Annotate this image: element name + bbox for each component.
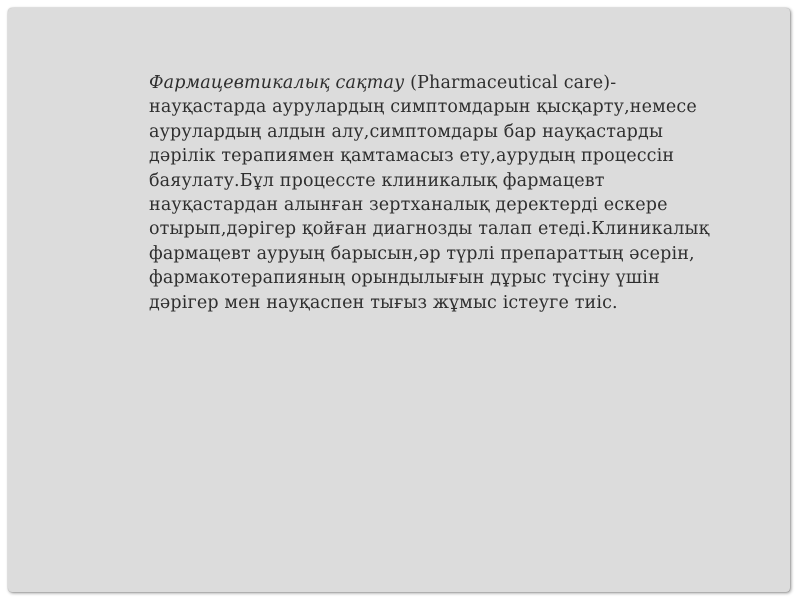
term-english: (Pharmaceutical care)-: [404, 73, 617, 93]
text-line-8: фармацевт ауруың барысын,әр түрлі препараттың әсерін,: [149, 243, 695, 264]
slide-body-text: [149, 71, 749, 315]
text-line-7: отырып,дәрігер қойған диагнозды талап етеді.Клиникалық: [149, 219, 710, 240]
text-line-1: [149, 71, 749, 95]
text-line-10: дәрігер мен науқаспен тығыз жұмыс істеуге тиіс.: [149, 292, 618, 313]
text-line-5: баяулату.Бұл процессте клиникалық фармацевт: [149, 170, 605, 191]
text-line-3: аурулардың алдын алу,симптомдары бар науқастарды: [149, 121, 664, 142]
term-heading: Фармацевтикалық сақтау: [149, 73, 405, 93]
text-line-9: фармакотерапияның орындылығын дұрыс түсіну үшін: [149, 268, 660, 289]
text-line-4: дәрілік терапиямен қамтамасыз ету,аурудың процессін: [149, 146, 675, 167]
text-line-2: науқастарда аурулардың симптомдарын қысқарту,немесе: [149, 97, 697, 118]
text-line-6: науқастардан алынған зертханалық деректерді ескере: [149, 195, 668, 216]
